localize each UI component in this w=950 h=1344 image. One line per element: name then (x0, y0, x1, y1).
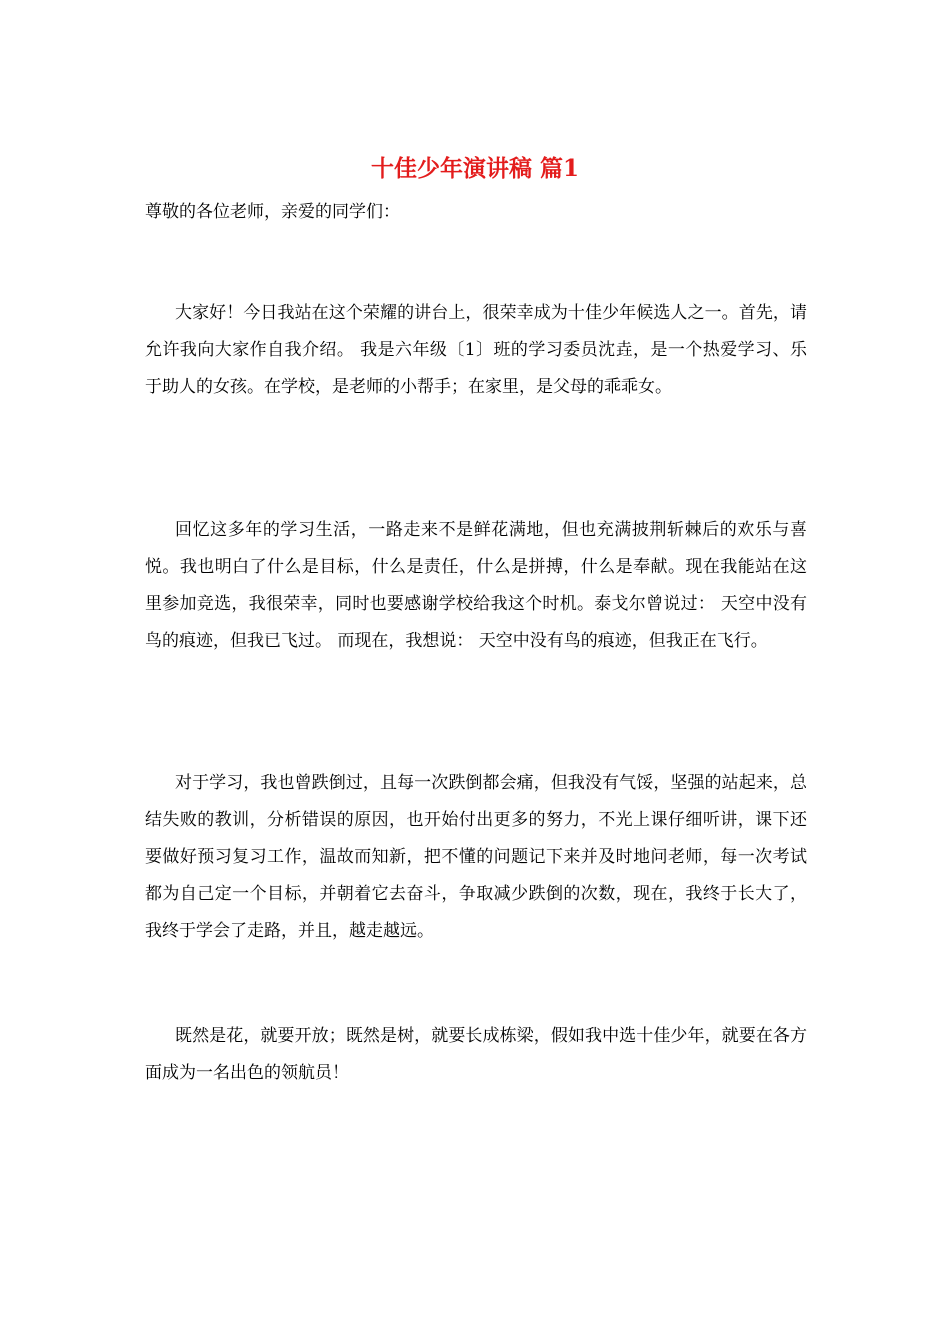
paragraph-4: 既然是花，就要开放；既然是树，就要长成栋梁，假如我中选十佳少年，就要在各方面成为一名出色的领航员！ (145, 1026, 807, 1083)
salutation: 尊敬的各位老师，亲爱的同学们： (145, 202, 400, 222)
paragraph-3: 对于学习，我也曾跌倒过，且每一次跌倒都会痛，但我没有气馁，坚强的站起来，总结失败的教训，分析错误的原因，也开始付出更多的努力，不光上课仔细听讲，课下还要做好预习复习工作，温故而知新，把不懂的问题记下来并及时地问老师，每一次考试都为自己定一个目标，并朝着它去奋斗，争取减少跌倒的次数，现在，我终于长大了，我终于学会了走路，并且，越走越远。 (145, 773, 807, 941)
paragraph-1: 大家好！今日我站在这个荣耀的讲台上，很荣幸成为十佳少年候选人之一。首先，请允许我向大家作自我介绍。 我是六年级〔1〕班的学习委员沈垚，是一个热爱学习、乐于助人的女孩。在学校，是老师的小帮手；在家里，是父母的乖乖女。 (145, 303, 807, 397)
paragraph-2: 回忆这多年的学习生活，一路走来不是鲜花满地，但也充满披荆斩棘后的欢乐与喜悦。我也明白了什么是目标，什么是责任，什么是拼搏，什么是奉献。现在我能站在这里参加竞选，我很荣幸，同时也要感谢学校给我这个时机。泰戈尔曾说过： 天空中没有鸟的痕迹，但我已飞过。 而现在，我想说： 天空中没有鸟的痕迹，但我正在飞行。 (145, 520, 807, 651)
document-title: 十佳少年演讲稿 篇1 (370, 155, 579, 182)
